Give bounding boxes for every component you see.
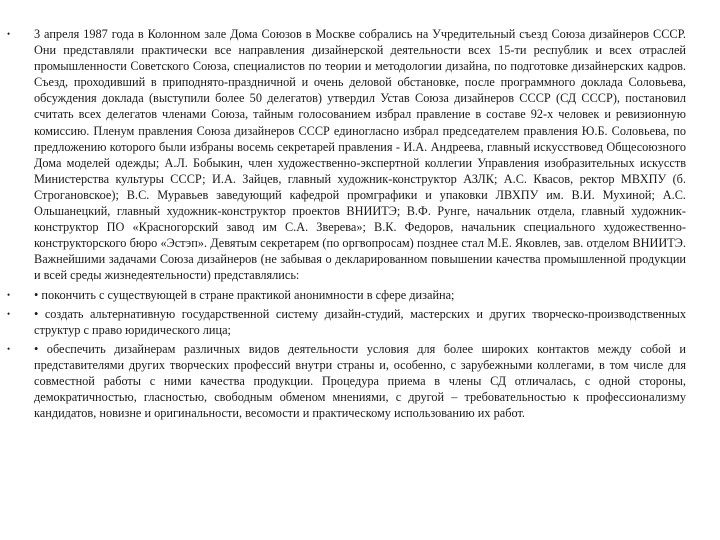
list-item	[0, 26, 686, 284]
list-item-text: • создать альтернативную государственной систему дизайн-студий, мастерских и других творческо-производственных структур с право юридического лица;	[34, 306, 686, 337]
bullet-list	[0, 26, 686, 421]
bullet-icon: •	[7, 343, 11, 354]
bullet-icon: •	[7, 29, 11, 39]
list-item	[0, 306, 686, 338]
bullet-icon: •	[7, 289, 11, 300]
list-item-text: • обеспечить дизайнерам различных видов деятельности условия для более широких контактов между собой и представителями других творческих профессий внутри страны и, особенно, с зарубежными коллегами, в том числе для совместной работы с ними качества продукции. Процедура приема в члены СД отличалась, с одной стороны, демократичностью, гласностью, свободным обменом мнениями, с другой – требовательностью к профессионализму кандидатов, новизне и оригинальности, весомости и практическому использованию их работ.	[34, 341, 686, 421]
list-item	[0, 341, 686, 421]
list-item-text: • покончить с существующей в стране практикой анонимности в сфере дизайна;	[34, 287, 455, 302]
bullet-icon: •	[7, 308, 11, 319]
list-item-text: 3 апреля 1987 года в Колонном зале Дома Союзов в Москве собрались на Учредительный съезд Союза дизайнеров СССР. Они представляли практически все направления дизайнерской деятельности всех 15-ти республик и всех отраслей промышленности Советского Союза, специалистов по теории и методологии дизайна, по подготовке дизайнерских кадров. Съезд, проходивший в приподнято-праздничной и очень деловой обстановке, после программного доклада Соловьева, обсуждения доклада (выступили более 50 делегатов) утвердил Устав Союза дизайнеров СССР (СД СССР), постановил считать всех делегатов членами Союза, тайным голосованием избрал правление в составе 92-х человек и ревизионную комиссию. Пленум правления Союза дизайнеров СССР единогласно избрал председателем правления Ю.Б. Соловьева, по предложению которого были избраны восемь секретарей правления - И.А. Андреева, главный искусствовед Общесоюзного Дома моделей одежды; А.Л. Бобыкин, член художественно-экспертной коллегии Управления изобразительных искусств Министерства культуры СССР; И.А. Зайцев, главный художник-конструктор АЗЛК; А.С. Квасов, ректор МВХПУ (б. Строгановское); В.С. Муравьев заведующий кафедрой промграфики и упаковки ЛВХПУ им. В.И. Мухиной; А.С. Ольшанецкий, главный художник-конструктор проектов ВНИИТЭ; В.Ф. Рунге, начальник отдела, главный художник-конструктор ПО «Красногорский завод им С.А. Зверева»; В.К. Федоров, начальник специального художественно-конструкторского бюро «Эстэп». Девятым секретарем (по оргвопросам) позднее стал М.Е. Яковлев, зав. отделом ВНИИТЭ. Важнейшими задачами Союза дизайнеров (не забывая о декларированном повышении качества промышленной продукции и всей среды жизнедеятельности) представлялись:	[34, 27, 686, 283]
list-item	[0, 287, 686, 303]
